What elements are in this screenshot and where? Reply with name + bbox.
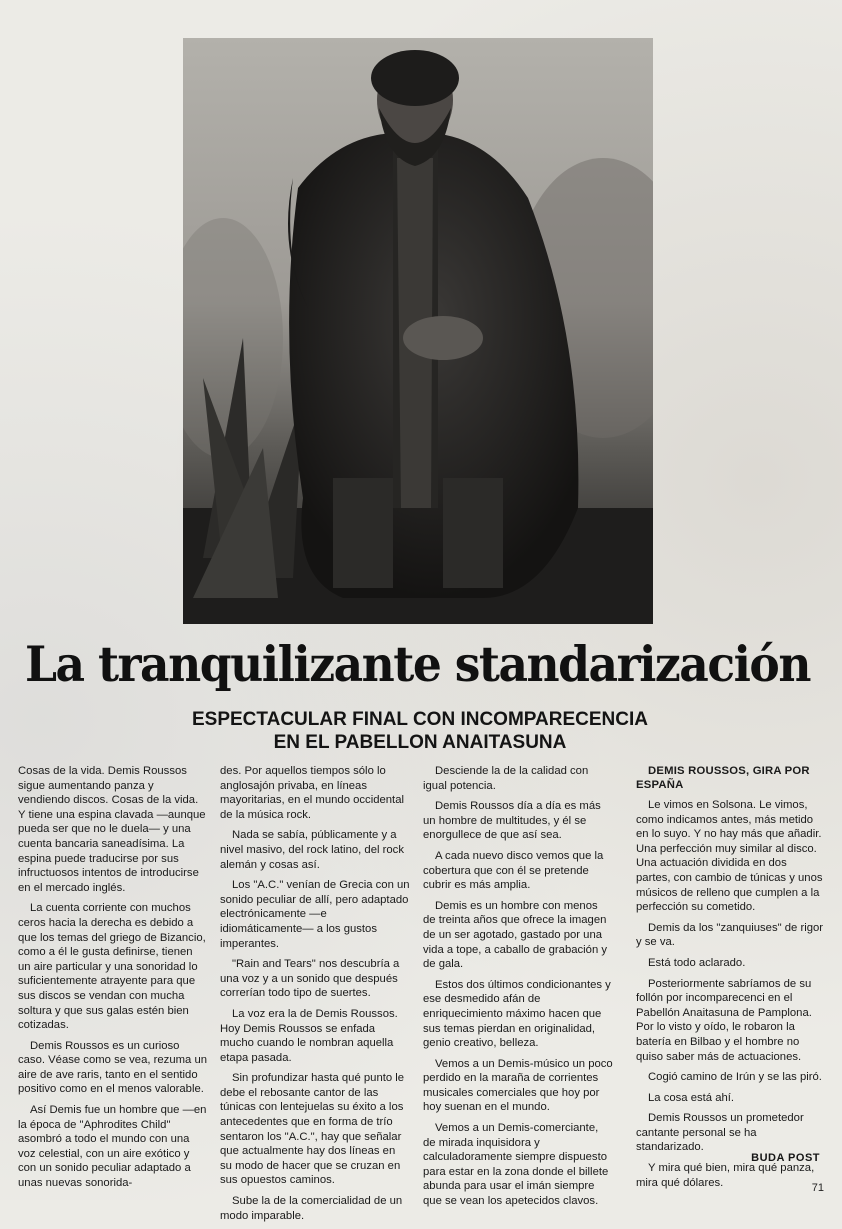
paragraph: Demis Roussos es un curioso caso. Véase como se vea, rezuma un aire de ave raris, tanto en el sentido positivo como en el menos valorable. <box>18 1039 208 1096</box>
author-byline: BUDA POST <box>751 1152 820 1164</box>
paragraph: La cosa está ahí. <box>648 1091 735 1104</box>
paragraph: La voz era la de Demis Roussos. Hoy Demis Roussos se enfada mucho cuando le nombran aquella etapa pasada. <box>220 1007 398 1064</box>
paragraph: Sin profundizar hasta qué punto le debe el rebosante cantor de las túnicas con lentejuelas su éxito a los antecedentes que en forma de trío sentaron los "A.C.", hay que señalar que actualmente hay dos líneas en su modo de hacer que se cruzan en sus opuestos caminos. <box>220 1072 405 1187</box>
article-column-3 <box>423 764 613 1215</box>
paragraph: Demis es un hombre con menos de treinta años que ofrece la imagen de un ser agotado, gastado por una vida a tope, a caballo de grabación y de gala. <box>423 899 608 971</box>
paragraph: Cosas de la vida. Demis Roussos sigue aumentando panza y vendiendo discos. Cosas de la vida. Y tiene una espina clavada —aunque pueda ser que no le duela— y una cuenta bancaria saneadísima. La espina puede traducirse por sus infructuosos intentos de introducirse en el mercado inglés. <box>18 765 206 894</box>
paragraph: Demis Roussos día a día es más un hombre de multitudes, y él se enorgullece de que así sea. <box>423 800 601 842</box>
paragraph: Vemos a un Demis-músico un poco perdido en la maraña de corrientes musicales comerciales que hoy por hoy suenan en el mundo. <box>423 1057 613 1114</box>
article-column-4 <box>636 764 824 1196</box>
paragraph: Le vimos en Solsona. Le vimos, como indicamos antes, más metido en lo suyo. Y no hay más que añadir. Una perfección muy similar al disco. Una actuación dividida en dos partes, con cambio de túnicas y unos músicos de relleno que cumplen a la perfección su cometido. <box>636 799 823 914</box>
paragraph: A cada nuevo disco vemos que la cobertura que con él se pretende cubrir es más amplia. <box>423 849 604 892</box>
paragraph: Estos dos últimos condicionantes y ese desmedido afán de enriquecimiento máximo hacen que sus temas pierdan en originalidad, genio creativo, belleza. <box>423 978 611 1050</box>
section-heading: DEMIS ROUSSOS, GIRA POR ESPAÑA <box>636 765 810 791</box>
subheadline-line-2: EN EL PABELLON ANAITASUNA <box>273 732 567 753</box>
paragraph: Y mira qué bien, mira qué panza, mira qué dólares. <box>636 1162 815 1189</box>
headline: La tranquilizante standarización <box>25 635 810 693</box>
paragraph: Demis da los "zanquiuses" de rigor y se va. <box>636 921 824 949</box>
article-column-2 <box>220 764 410 1229</box>
paragraph: Demis Roussos un prometedor cantante personal se ha standarizado. <box>636 1112 804 1154</box>
paragraph: Los "A.C." venían de Grecia con un sonido peculiar de allí, pero adaptado electrónicamente —e idiomáticamente— a los gustos imperantes. <box>220 879 410 950</box>
paragraph: Vemos a un Demis-comerciante, de mirada inquisidora y calculadoramente siempre dispuesto para estar en la zona donde el billete abunda para usar el imán siempre que se vean los apetecidos clavos. <box>423 1122 609 1208</box>
photo-illustration <box>183 38 653 624</box>
article-column-1 <box>18 764 208 1197</box>
paragraph: Está todo aclarado. <box>648 956 746 969</box>
subheadline-line-1: ESPECTACULAR FINAL CON INCOMPARECENCIA <box>191 709 648 730</box>
paragraph: Cogió camino de Irún y se las piró. <box>648 1071 822 1084</box>
paragraph: Posteriormente sabríamos de su follón por incomparecenci en el Pabellón Anaitasuna de Pamplona. Por lo visto y oído, le robaron la batería en Bilbao y el hombre no quiso saber más de actuaciones. <box>636 977 812 1063</box>
paragraph: des. Por aquellos tiempos sólo lo anglosajón privaba, en líneas mayoritarias, en el mundo occidental de la música rock. <box>220 765 404 821</box>
subheadline <box>110 708 730 754</box>
paragraph: Así Demis fue un hombre que —en la época de "Aphrodites Child" asombró a todo el mundo con una voz celestial, con un aire exótico y con un sonido peculiar adaptado a unas nuevas sonorida- <box>18 1104 207 1190</box>
article-photo <box>183 38 653 624</box>
paragraph: "Rain and Tears" nos descubría a una voz y a un sonido que después correrían todo tipo de suertes. <box>220 958 400 1000</box>
paragraph: Desciende la de la calidad con igual potencia. <box>423 765 589 792</box>
paragraph: La cuenta corriente con muchos ceros hacia la derecha es debido a que los temas del griego de Bizancio, como a él le gusta definirse, tienen un aire particular y una sonoridad lo suficientemente atrayente para que sus discos se vendan con mucha soltura y que sus galas estén bien cotizadas. <box>18 902 206 1032</box>
paragraph: Nada se sabía, públicamente y a nivel masivo, del rock latino, del rock alemán y cosas así. <box>220 829 404 871</box>
paragraph: Sube la de la comercialidad de un modo imparable. <box>220 1195 403 1222</box>
page-number: 71 <box>811 1182 824 1194</box>
